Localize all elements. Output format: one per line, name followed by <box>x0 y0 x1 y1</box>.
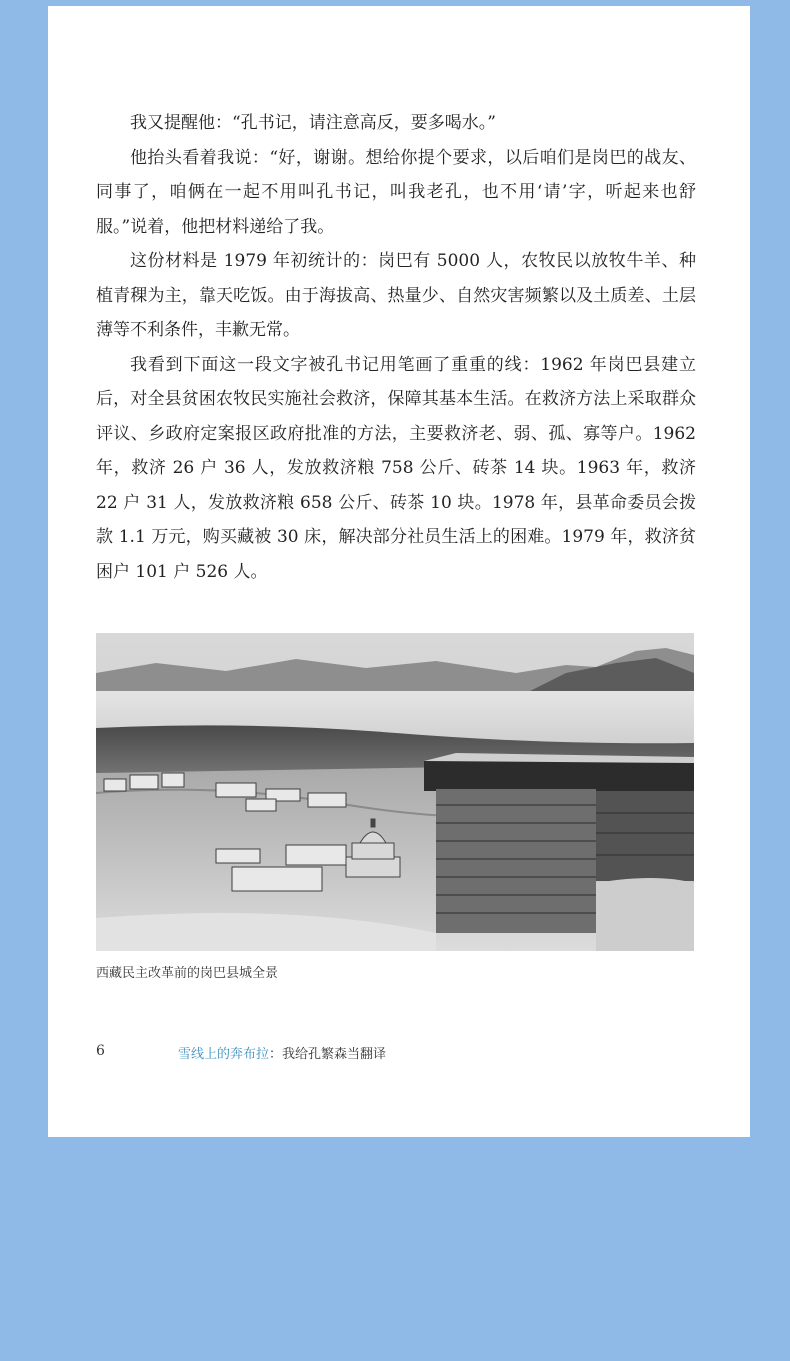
paragraph: 这份材料是 1979 年初统计的：岗巴有 5000 人，农牧民以放牧牛羊、种植青稞为主，靠天吃饭。由于海拔高、热量少、自然灾害频繁以及土质差、土层薄等不利条件，丰歉无常。 <box>96 251 696 340</box>
photo-caption: 西藏民主改革前的岗巴县城全景 <box>96 966 279 981</box>
book-title: 雪线上的奔布拉 <box>178 1047 270 1062</box>
book-page <box>48 6 750 1137</box>
page-number: 6 <box>96 1043 105 1059</box>
paragraph: 我看到下面这一段文字被孔书记用笔画了重重的线：1962 年岗巴县建立后，对全县贫困农牧民实施社会救济，保障其基本生活。在救济方法上采取群众评议、乡政府定案报区政府批准的方法，主要救济老、弱、孤、寡等户。1962 年，救济 26 户 36 人，发放救济粮 758 公斤、砖茶 14 块。1963 年，救济 22 户 31 人，发放救济粮 658 公斤、砖茶 10 块。1978 年，县革命委员会拨款 1.1 万元，购买藏被 30 床，解决部分社员生活上的困难。1979 年，救济贫困户 101 户 526 人。 <box>96 354 696 582</box>
paragraph: 他抬头看着我说：“好，谢谢。想给你提个要求，以后咱们是岗巴的战友、同事了，咱俩在一起不用叫孔书记，叫我老孔，也不用‘请’字，听起来也舒服。”说着，他把材料递给了我。 <box>96 147 696 237</box>
running-footer <box>178 1043 386 1062</box>
paragraph: 我又提醒他：“孔书记，请注意高反，要多喝水。” <box>130 113 496 133</box>
county-town-photo <box>96 633 694 951</box>
book-subtitle: ：我给孔繁森当翻译 <box>269 1047 387 1062</box>
article-body <box>96 106 696 589</box>
